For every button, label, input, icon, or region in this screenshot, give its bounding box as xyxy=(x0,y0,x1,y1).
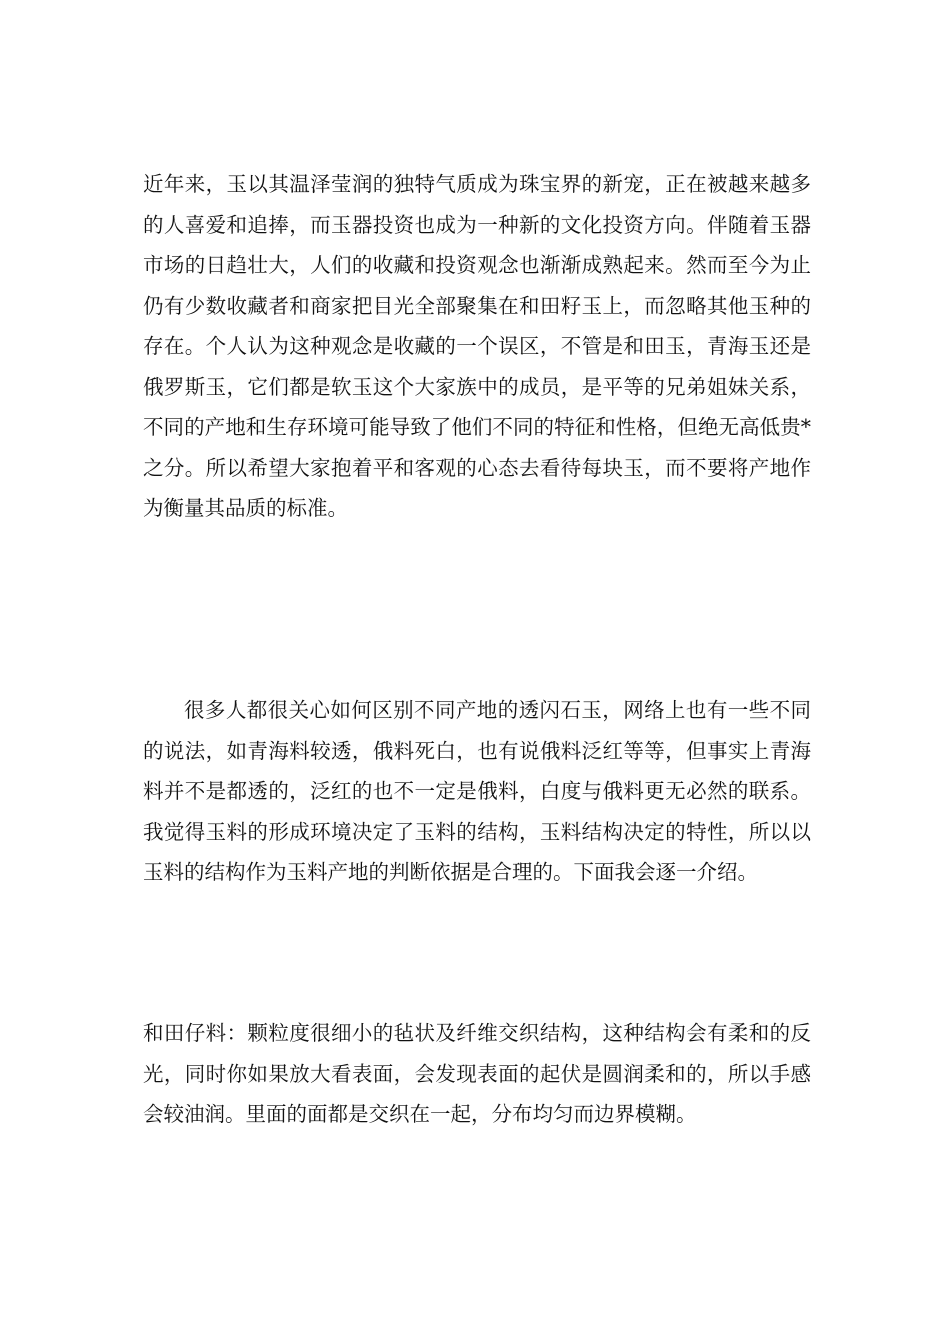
paragraph-origin-differences: 很多人都很关心如何区别不同产地的透闪石玉，网络上也有一些不同的说法，如青海料较透，俄料死白，也有说俄料泛红等等，但事实上青海料并不是都透的，泛红的也不一定是俄料，白度与俄料更无必然的联系。我觉得玉料的形成环境决定了玉料的结构，玉料结构决定的特性，所以以玉料的结构作为玉料产地的判断依据是合理的。下面我会逐一介绍。 xyxy=(143,698,811,884)
paragraph-intro: 近年来，玉以其温泽莹润的独特气质成为珠宝界的新宠，正在被越来越多的人喜爱和追捧，而玉器投资也成为一种新的文化投资方向。伴随着玉器市场的日趋壮大，人们的收藏和投资观念也渐渐成熟起来。然而至今为止仍有少数收藏者和商家把目光全部聚集在和田籽玉上，而忽略其他玉种的存在。个人认为这种观念是收藏的一个误区，不管是和田玉，青海玉还是俄罗斯玉，它们都是软玉这个大家族中的成员，是平等的兄弟姐妹关系，不同的产地和生存环境可能导致了他们不同的特征和性格，但绝无高低贵*之分。所以希望大家抱着平和客观的心态去看待每块玉，而不要将产地作为衡量其品质的标准。 xyxy=(143,172,811,520)
paragraph-hetian-seed-material: 和田仔料：颗粒度很细小的毡状及纤维交织结构，这种结构会有柔和的反光，同时你如果放大看表面，会发现表面的起伏是圆润柔和的，所以手感会较油润。里面的面都是交织在一起，分布均匀而边界模糊。 xyxy=(143,1021,811,1126)
